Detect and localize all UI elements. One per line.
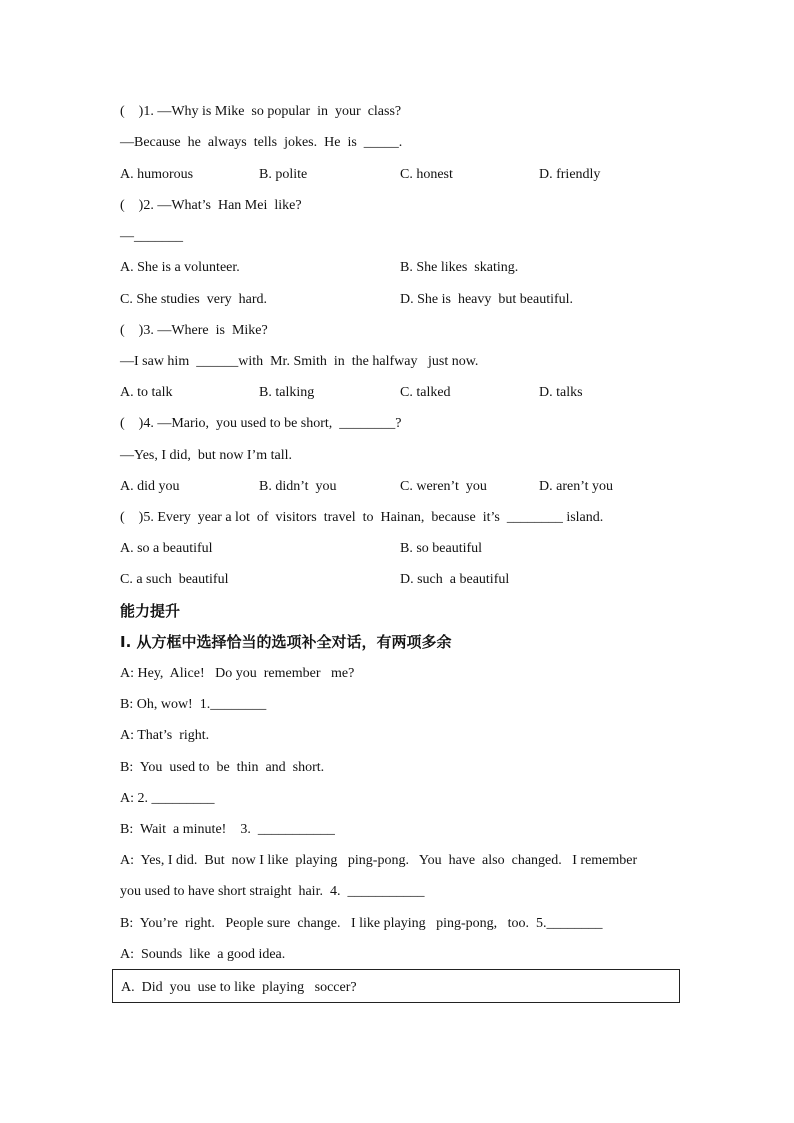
q1-option-c: C. honest [400,167,453,182]
q3-option-b: B. talking [259,385,315,400]
q3-option-d: D. talks [539,385,583,400]
q5-option-d: D. such a beautiful [400,572,510,587]
dialogue-line-1: A: Hey, Alice! Do you remember me? [120,666,355,681]
q4-option-b: B. didn’t you [259,479,337,494]
question-2-followup: —_______ [120,229,183,244]
question-1-followup: —Because he always tells jokes. He is _____. [120,135,403,150]
dialogue-line-2: B: Oh, wow! 1.________ [120,697,267,712]
question-4: ( )4. —Mario, you used to be short, ________? [120,416,402,431]
q2-option-b: B. She likes skating. [400,260,519,275]
dialogue-line-7: A: Yes, I did. But now I like playing ping-pong. You have also changed. I remember [120,853,638,868]
dialogue-line-5: A: 2. _________ [120,791,215,806]
question-2: ( )2. —What’s Han Mei like? [120,198,302,213]
dialogue-line-10: A: Sounds like a good idea. [120,947,286,962]
q4-option-c: C. weren’t you [400,479,487,494]
q5-option-a: A. so a beautiful [120,541,213,556]
q2-option-d: D. She is heavy but beautiful. [400,292,574,307]
question-3-followup: —I saw him ______with Mr. Smith in the halfway just now. [120,354,479,369]
question-3: ( )3. —Where is Mike? [120,323,268,338]
box-option-a: A. Did you use to like playing soccer? [121,980,357,995]
q3-option-a: A. to talk [120,385,173,400]
q3-option-c: C. talked [400,385,451,400]
dialogue-line-3: A: That’s right. [120,728,210,743]
dialogue-line-4: B: You used to be thin and short. [120,760,325,775]
question-4-followup: —Yes, I did, but now I’m tall. [120,448,293,463]
q4-option-d: D. aren’t you [539,479,613,494]
options-box [112,969,680,1003]
section-heading: 能力提升 [120,602,181,620]
q5-option-b: B. so beautiful [400,541,483,556]
question-5: ( )5. Every year a lot of visitors travel to Hainan, because it’s ________ island. [120,510,604,525]
q1-option-a: A. humorous [120,167,194,182]
dialogue-line-8: you used to have short straight hair. 4. ___________ [120,884,425,899]
part-heading: Ⅰ. 从方框中选择恰当的选项补全对话，有两项多余 [120,633,452,651]
q1-option-b: B. polite [259,167,308,182]
q2-option-a: A. She is a volunteer. [120,260,240,275]
dialogue-line-6: B: Wait a minute! 3. ___________ [120,822,335,837]
dialogue-line-9: B: You’re right. People sure change. I like playing ping-pong, too. 5.________ [120,916,603,931]
q4-option-a: A. did you [120,479,180,494]
q2-option-c: C. She studies very hard. [120,292,267,307]
q1-option-d: D. friendly [539,167,601,182]
question-1: ( )1. —Why is Mike so popular in your class? [120,104,402,119]
q5-option-c: C. a such beautiful [120,572,229,587]
